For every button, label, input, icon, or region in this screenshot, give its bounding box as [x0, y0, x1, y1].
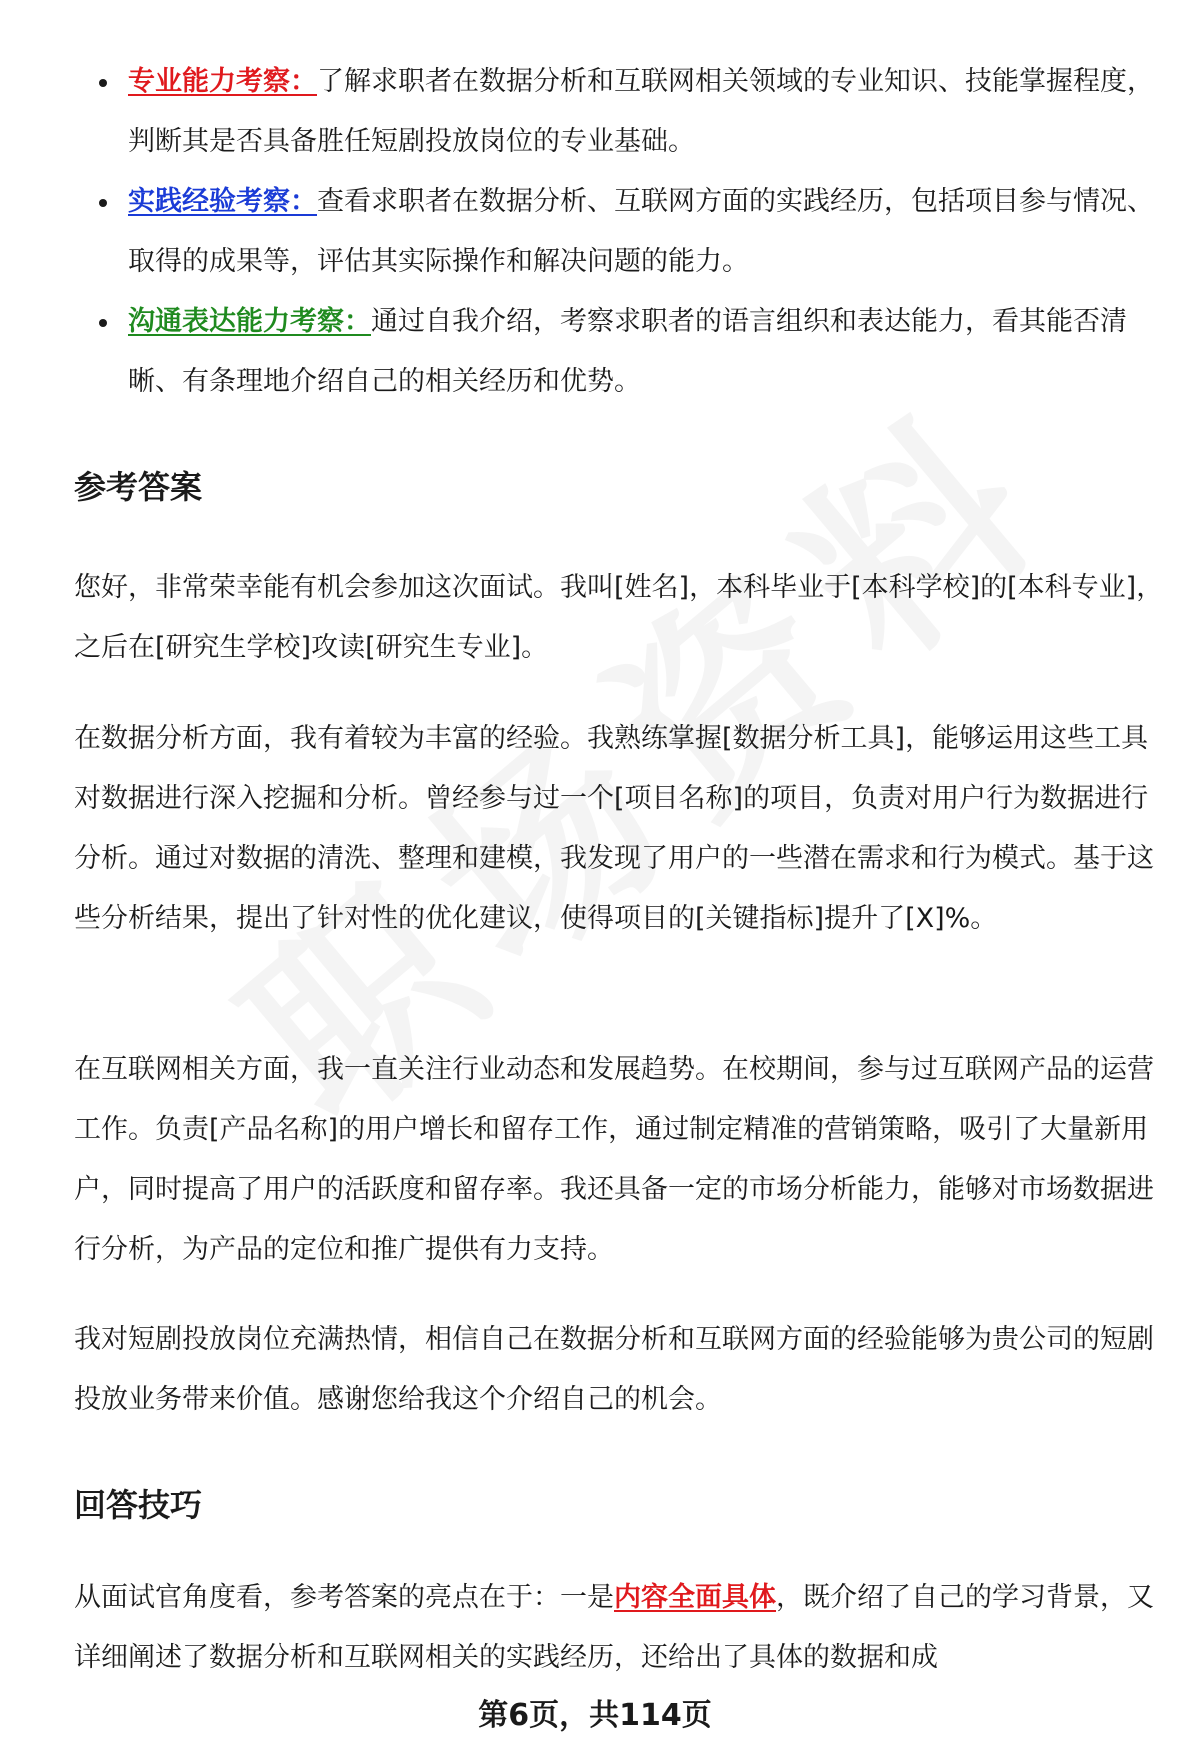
criteria-label-professional: 专业能力考察：	[128, 66, 317, 97]
section-heading-tips: 回答技巧	[74, 1486, 203, 1524]
tips-paragraph	[74, 1568, 1164, 1688]
answer-paragraph: 我对短剧投放岗位充满热情，相信自己在数据分析和互联网方面的经验能够为贵公司的短剧投放业务带来价值。感谢您给我这个介绍自己的机会。	[74, 1324, 1154, 1415]
list-item	[74, 172, 1164, 292]
criteria-label-communication: 沟通表达能力考察：	[128, 306, 371, 337]
bullet-dot	[99, 319, 107, 327]
bullet-dot	[99, 199, 107, 207]
criteria-text: 通过自我介绍，考察求职者的语言组织和表达能力，看其能否清晰、有条理地介绍自己的相关经历和优势。	[128, 306, 1127, 397]
criteria-label-practice: 实践经验考察：	[128, 186, 317, 217]
page-number: 第6页，共114页	[478, 1698, 712, 1733]
criteria-text: 了解求职者在数据分析和互联网相关领域的专业知识、技能掌握程度，判断其是否具备胜任短剧投放岗位的专业基础。	[128, 66, 1154, 157]
answer-paragraph: 您好，非常荣幸能有机会参加这次面试。我叫[姓名]，本科毕业于[本科学校]的[本科专业]，之后在[研究生学校]攻读[研究生专业]。	[74, 572, 1164, 663]
section-heading-answer: 参考答案	[74, 468, 203, 506]
tips-highlight: 内容全面具体	[614, 1582, 776, 1613]
criteria-list	[74, 52, 1164, 412]
answer-paragraph: 在数据分析方面，我有着较为丰富的经验。我熟练掌握[数据分析工具]，能够运用这些工具对数据进行深入挖掘和分析。曾经参与过一个[项目名称]的项目，负责对用户行为数据进行分析。通过对数据的清洗、整理和建模，我发现了用户的一些潜在需求和行为模式。基于这些分析结果，提出了针对性的优化建议，使得项目的[关键指标]提升了[X]%。	[74, 723, 1154, 934]
list-item	[74, 52, 1164, 172]
list-item	[74, 292, 1164, 412]
bullet-dot	[99, 79, 107, 87]
tips-rest: ，既介绍了自己的学习背景，又详细阐述了数据分析和互联网相关的实践经历，还给出了具体的数据和成	[74, 1582, 1154, 1673]
criteria-text: 查看求职者在数据分析、互联网方面的实践经历，包括项目参与情况、取得的成果等，评估其实际操作和解决问题的能力。	[128, 186, 1154, 277]
tips-intro: 从面试官角度看，参考答案的亮点在于：一是	[74, 1582, 614, 1613]
answer-paragraph: 在互联网相关方面，我一直关注行业动态和发展趋势。在校期间，参与过互联网产品的运营工作。负责[产品名称]的用户增长和留存工作，通过制定精准的营销策略，吸引了大量新用户，同时提高了用户的活跃度和留存率。我还具备一定的市场分析能力，能够对市场数据进行分析，为产品的定位和推广提供有力支持。	[74, 1054, 1154, 1265]
